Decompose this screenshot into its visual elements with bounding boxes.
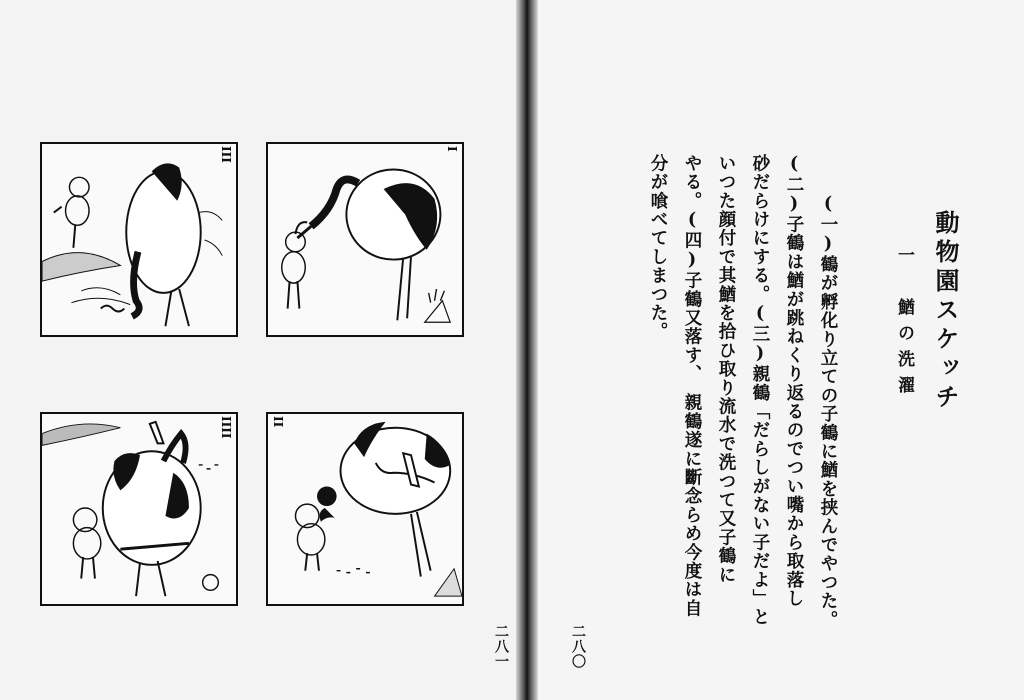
book-gutter xyxy=(516,0,538,700)
body-text-column: 分が喰べてしまつた。 xyxy=(648,154,668,341)
page-number: 二八〇 xyxy=(570,624,586,669)
crane-sketch-illustration xyxy=(42,144,236,335)
body-text-column: (二)子鶴は鰌が跳ねくり返るのでつい嘴から取落し xyxy=(784,154,804,608)
body-text-column: やる。(四)子鶴又落す、 親鶴遂に斷念らめ今度は自 xyxy=(682,154,702,618)
panel-1 xyxy=(266,142,464,337)
crane-sketch-illustration xyxy=(268,144,462,335)
panel-number: III xyxy=(219,146,233,163)
article-subtitle: 一 鰌の洗濯 xyxy=(894,246,914,402)
panel-number: IIII xyxy=(219,416,233,439)
page-number: 二八一 xyxy=(493,624,509,669)
right-page xyxy=(538,0,1024,700)
body-text-column: (一)鶴が孵化り立ての子鶴に鰌を挟んでやつた。 xyxy=(818,194,838,630)
panel-number: I xyxy=(445,146,459,152)
body-text-column: 砂だらけにする。(三)親鶴「だらしがない子だよ」と xyxy=(750,154,770,627)
panel-2 xyxy=(266,412,464,606)
body-text-column: いつた顔付で其鰌を拾ひ取り流水で洗つて又子鶴に xyxy=(716,154,736,585)
crane-sketch-illustration xyxy=(268,414,462,604)
crane-sketch-illustration xyxy=(42,414,236,604)
panel-4 xyxy=(40,412,238,606)
panel-number: II xyxy=(271,416,285,428)
article-title: 動物園スケッチ xyxy=(931,210,960,413)
panel-3 xyxy=(40,142,238,337)
